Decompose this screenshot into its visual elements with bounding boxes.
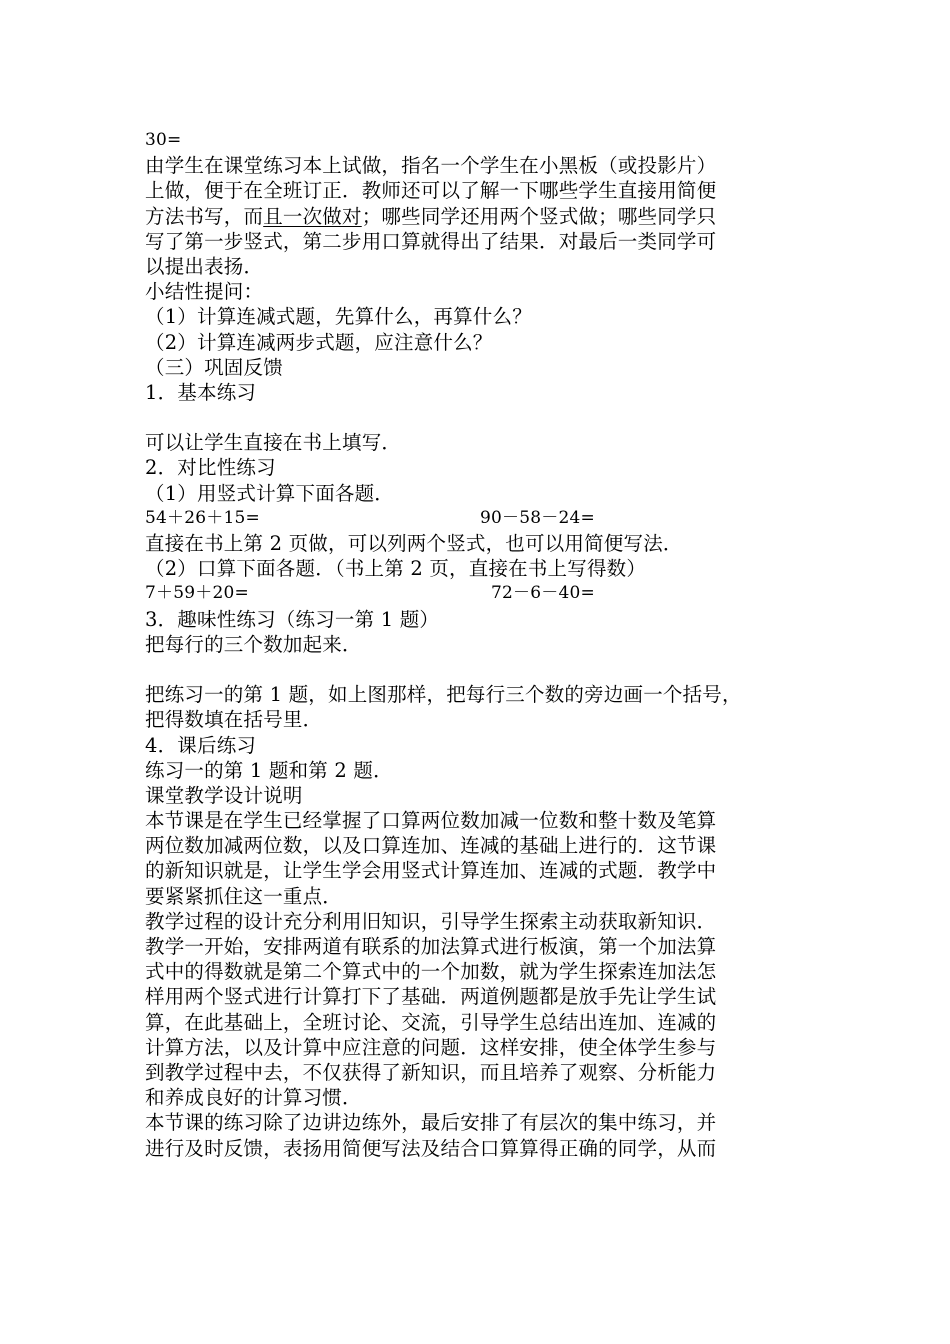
text-line: 式中的得数就是第二个算式中的一个加数，就为学生探索连加法怎: [145, 960, 717, 984]
text-line: 教学过程的设计充分利用旧知识，引导学生探索主动获取新知识．: [145, 909, 717, 933]
text-line: 两位数加减两位数，以及口算连加、连减的基础上进行的．这节课: [145, 834, 717, 858]
text-line: 到教学过程中去，不仅获得了新知识，而且培养了观察、分析能力: [145, 1060, 717, 1084]
text-line: 把练习一的第 1 题，如上图那样，把每行三个数的旁边画一个括号，: [145, 683, 742, 707]
equation: 72－6－40=: [491, 583, 595, 604]
equation: 7＋59＋20=: [145, 583, 249, 604]
blank-line: [145, 657, 815, 682]
text-segment: 方法书写，而: [145, 204, 264, 228]
subsection-heading: 4．课后练习: [145, 733, 257, 757]
text-line: 写了第一步竖式，第二步用口算就得出了结果．对最后一类同学可: [145, 229, 717, 253]
section-heading: 小结性提问：: [145, 280, 264, 304]
text-line: 要紧紧抓住这一重点．: [145, 884, 343, 908]
text-line: 直接在书上第 2 页做，可以列两个竖式，也可以用简便写法．: [145, 532, 683, 555]
subsection-heading: 1．基本练习: [145, 380, 257, 404]
exercise-item: （1）用竖式计算下面各题．: [145, 481, 395, 505]
text-line: [145, 128, 815, 153]
text-line: 进行及时反馈，表扬用简便写法及结合口算算得正确的同学，从而: [145, 1136, 717, 1160]
equation-row: [145, 506, 815, 531]
text-line: 由学生在课堂练习本上试做，指名一个学生在小黑板（或投影片）: [145, 154, 717, 178]
text-segment: ；哪些同学还用两个竖式做；哪些同学只: [361, 204, 717, 228]
text-line: 教学一开始，安排两道有联系的加法算式进行板演，第一个加法算: [145, 935, 717, 958]
text-line: 样用两个竖式进行计算打下了基础．两道例题都是放手先让学生试: [145, 985, 717, 1009]
question-item: （2）计算连减两步式题，应注意什么？: [145, 330, 493, 354]
text-line: 可以让学生直接在书上填写．: [145, 431, 402, 455]
subsection-heading: 2．对比性练习: [145, 456, 276, 480]
text-line: 算，在此基础上，全班讨论、交流，引导学生总结出连加、连减的: [145, 1010, 717, 1034]
text-line: 的新知识就是，让学生学会用竖式计算连加、连减的式题．教学中: [145, 859, 717, 883]
equation: 54＋26＋15=: [145, 507, 260, 528]
text-line: 上做，便于在全班订正．教师还可以了解一下哪些学生直接用简便: [145, 179, 717, 203]
equation-row: [145, 581, 815, 606]
section-heading: 课堂教学设计说明: [145, 783, 303, 807]
document-page: [145, 128, 815, 1161]
text-line: [145, 204, 815, 229]
text-line: 练习一的第 1 题和第 2 题．: [145, 758, 393, 782]
section-heading: （三）巩固反馈: [145, 355, 283, 379]
question-item: （1）计算连减式题，先算什么，再算什么？: [145, 305, 532, 329]
text-line: 以提出表扬．: [145, 254, 264, 278]
equation-fragment: 30=: [145, 130, 182, 150]
text-line: 把每行的三个数加起来．: [145, 632, 362, 656]
text-line: 把得数填在括号里．: [145, 708, 323, 732]
subsection-heading: 3．趣味性练习（练习一第 1 题）: [145, 607, 440, 631]
text-line: 本节课的练习除了边讲边练外，最后安排了有层次的集中练习，并: [145, 1111, 717, 1135]
text-line: 和养成良好的计算习惯．: [145, 1086, 362, 1110]
text-line: 计算方法，以及计算中应注意的问题．这样安排，使全体学生参与: [145, 1035, 717, 1059]
equation: 90－58－24=: [480, 507, 595, 528]
exercise-item: （2）口算下面各题．（书上第 2 页，直接在书上写得数）: [145, 557, 647, 581]
text-line: 本节课是在学生已经掌握了口算两位数加减一位数和整十数及笔算: [145, 809, 717, 833]
blank-line: [145, 405, 815, 430]
underlined-text: 且一次做对: [263, 204, 362, 228]
